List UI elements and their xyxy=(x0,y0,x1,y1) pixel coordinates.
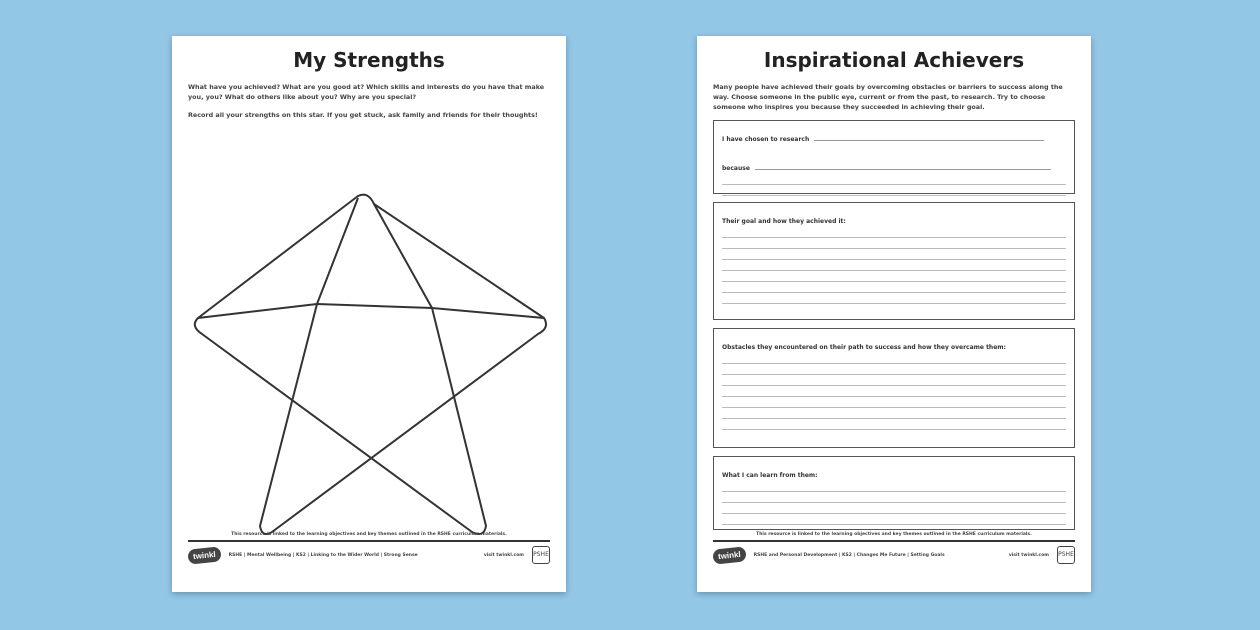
writing-line[interactable] xyxy=(722,293,1066,304)
writing-line[interactable] xyxy=(722,481,1066,492)
writing-line[interactable] xyxy=(722,408,1066,419)
worksheet-footer xyxy=(713,532,1075,584)
star-outline xyxy=(172,186,566,546)
footer-note: This resource is linked to the learning objectives and key themes outlined in the RSHE curriculum materials. xyxy=(756,532,1032,537)
twinkl-logo: twinkl xyxy=(187,546,221,564)
writing-line[interactable] xyxy=(722,397,1066,408)
writing-line[interactable] xyxy=(722,419,1066,430)
writing-line[interactable] xyxy=(722,238,1066,249)
obstacles-box xyxy=(713,328,1075,448)
writing-line[interactable] xyxy=(722,364,1066,375)
pshe-badge-icon: PSHE xyxy=(1057,546,1075,564)
writing-line[interactable] xyxy=(722,375,1066,386)
worksheet-title: Inspirational Achievers xyxy=(763,48,1025,72)
footer-copy: RSHE | Mental Wellbeing | KS2 | Linking to the Wider World | Strong Sense xyxy=(228,552,418,558)
goal-box xyxy=(713,202,1075,320)
because-line[interactable] xyxy=(755,163,1051,170)
goal-label: Their goal and how they achieved it: xyxy=(722,218,846,225)
learn-box xyxy=(713,456,1075,530)
writing-line[interactable] xyxy=(722,492,1066,503)
writing-line[interactable] xyxy=(722,353,1066,364)
writing-line[interactable] xyxy=(722,514,1066,525)
worksheet-instruction: Record all your strengths on this star. If you get stuck, ask family and friends for their thoughts! xyxy=(188,111,538,119)
worksheet-intro: Many people have achieved their goals by overcoming obstacles or barriers to success along the way. Choose someone in the public eye, current or from the past, to research. Try to choose someone who inspires you because they succeeded in achieving their goal. xyxy=(713,83,1063,111)
footer-site: visit twinkl.com xyxy=(483,552,524,558)
because-label: because xyxy=(722,165,750,172)
research-line[interactable] xyxy=(814,134,1044,141)
writing-line[interactable] xyxy=(722,249,1066,260)
writing-line[interactable] xyxy=(722,260,1066,271)
worksheet-intro: What have you achieved? What are you good at? Which skills and interests do you have that make you, you? What do others like about you? Why are you special? xyxy=(188,83,545,101)
footer-rule xyxy=(188,540,550,542)
footer-rule xyxy=(713,540,1075,542)
writing-line[interactable] xyxy=(722,227,1066,238)
learn-label: What I can learn from them: xyxy=(722,472,818,479)
research-choice-box xyxy=(713,120,1075,194)
worksheet-title: My Strengths xyxy=(293,48,445,72)
footer-copy: RSHE and Personal Development | KS2 | Changes Me Future | Setting Goals xyxy=(753,552,945,558)
footer-note: This resource is linked to the learning objectives and key themes outlined in the RSHE curriculum materials. xyxy=(231,532,507,537)
writing-line[interactable] xyxy=(722,386,1066,397)
writing-line[interactable] xyxy=(722,282,1066,293)
writing-line[interactable] xyxy=(722,174,1066,185)
writing-line[interactable] xyxy=(722,271,1066,282)
pshe-badge-icon: PSHE xyxy=(532,546,550,564)
twinkl-logo: twinkl xyxy=(712,546,746,564)
my-strengths-worksheet xyxy=(172,36,566,592)
obstacles-label: Obstacles they encountered on their path to success and how they overcame them: xyxy=(722,344,1006,351)
star-drawing-area xyxy=(172,186,566,546)
writing-line[interactable] xyxy=(722,503,1066,514)
footer-site: visit twinkl.com xyxy=(1008,552,1049,558)
writing-line[interactable] xyxy=(722,185,1066,196)
worksheet-footer xyxy=(188,532,550,584)
inspirational-achievers-worksheet xyxy=(697,36,1091,592)
research-label: I have chosen to research xyxy=(722,136,810,143)
